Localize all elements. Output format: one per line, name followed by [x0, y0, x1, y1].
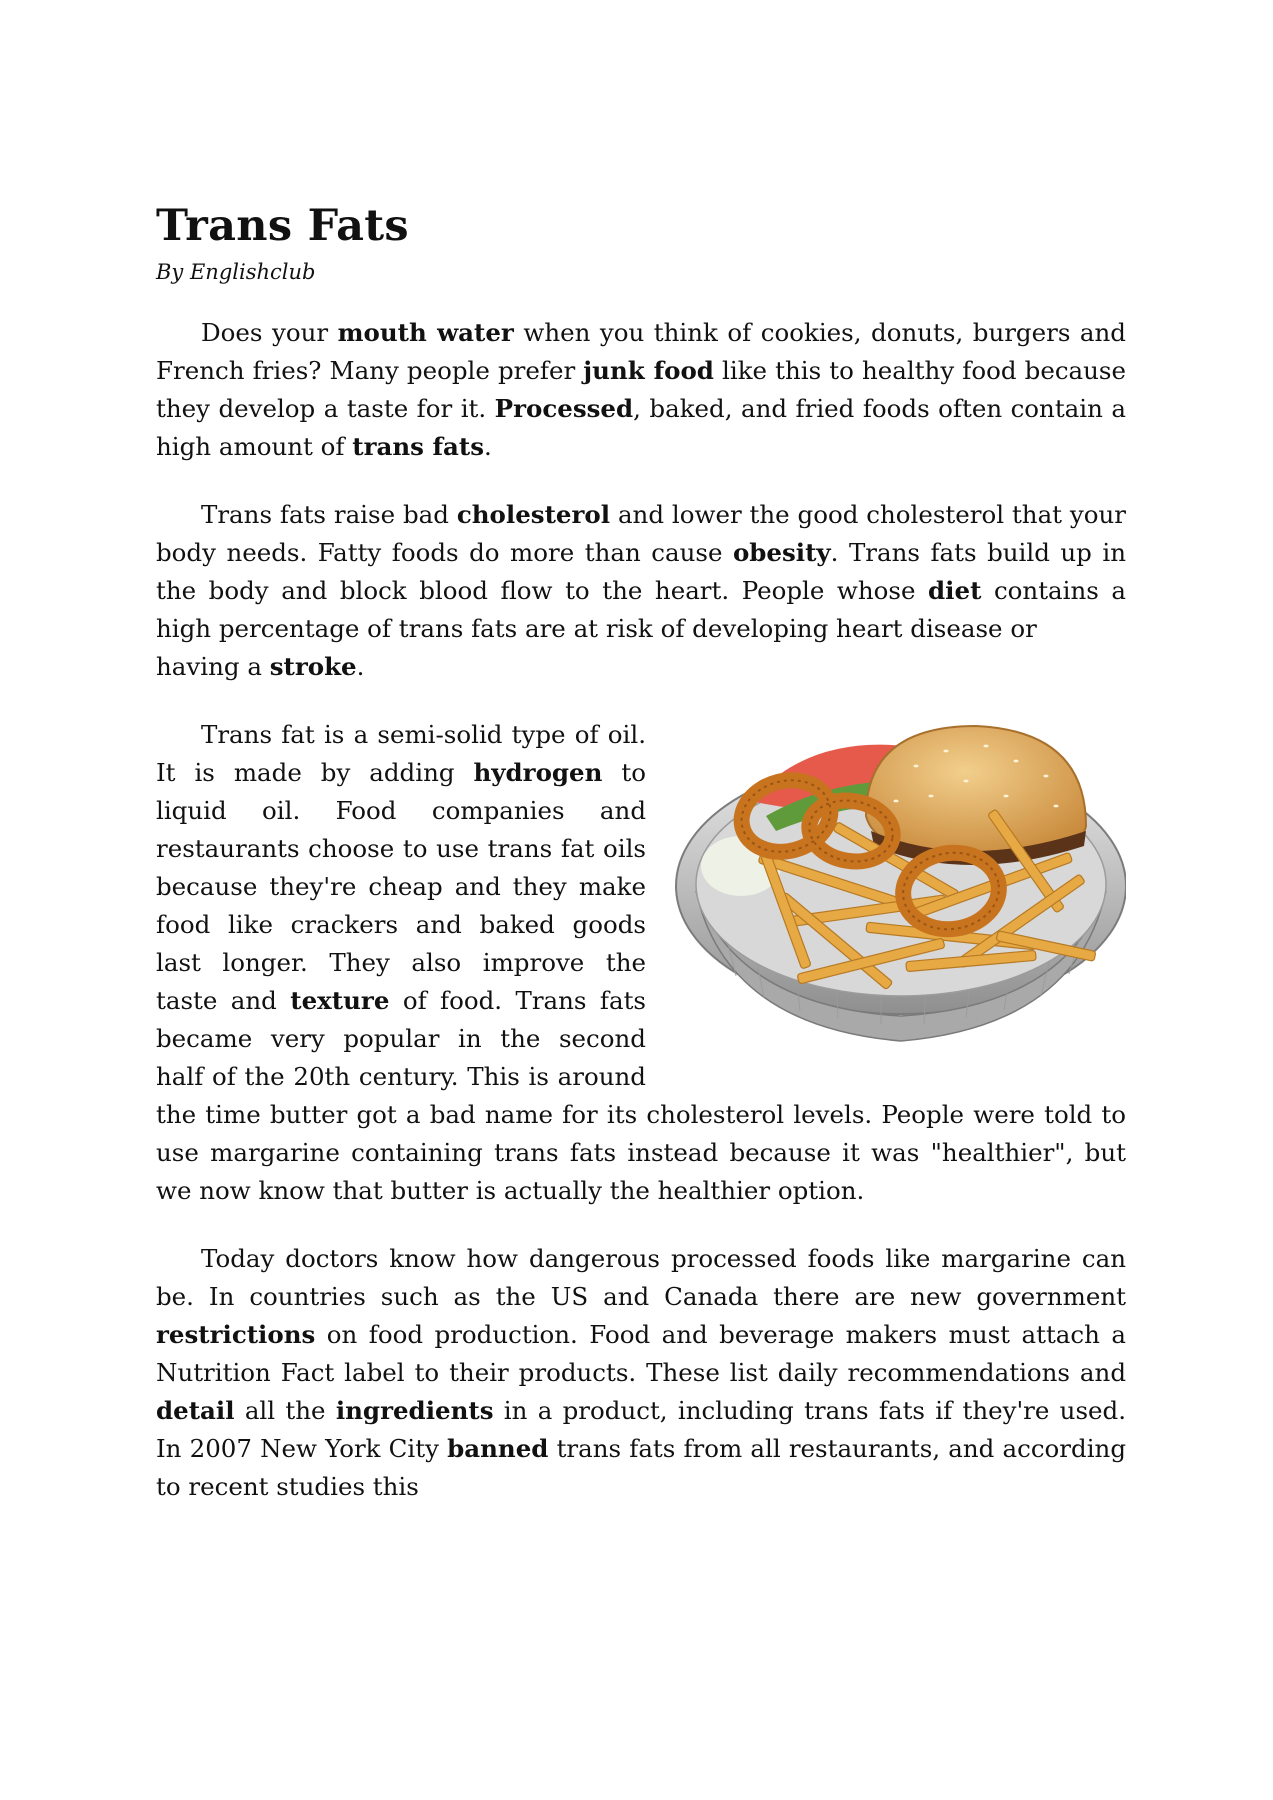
- paragraph-2: Trans fats raise bad cholesterol and lower the good cholesterol that your body needs. Fatty foods do more than cause obesity. Trans fats build up in the body and block blood flow to the heart. People whose diet contains a high percentage of trans fats are at risk of developing heart disease or: [156, 500, 1126, 643]
- document-page: [156, 200, 1126, 1506]
- junk-food-tray-icon: [666, 706, 1126, 1086]
- vocab-junk-food: junk food: [583, 356, 714, 385]
- vocab-trans-fats: trans fats: [352, 432, 485, 461]
- paragraph-1: Does your mouth water when you think of cookies, donuts, burgers and French fries? Many people prefer junk food like this to healthy food because they develop a taste for it. Processed, baked, and fried foods often contain a high amount of trans fats.: [156, 318, 1126, 461]
- vocab-cholesterol: cholesterol: [456, 500, 611, 529]
- vocab-hydrogen: hydrogen: [473, 758, 603, 787]
- paragraph-3: Trans fat is a semi-solid type of oil. It is made by adding hydrogen to liquid oil. Food companies and restaurants choose to use trans fat oils because they're cheap and they make food like crackers and baked goods last longer. They also improve the taste and texture of food. Trans fats became very popular in the second half of the 20th century. This is around the time butter got a bad name for its cholesterol levels. People were told to use margarine containing trans fats instead because it was "healthier", but we now know that butter is actually the healthier option.: [156, 720, 1126, 1205]
- vocab-obesity: obesity: [732, 538, 831, 567]
- vocab-banned: banned: [447, 1434, 549, 1463]
- paragraph-3-block: [156, 716, 1126, 1210]
- vocab-diet: diet: [928, 576, 982, 605]
- article-title: Trans Fats: [156, 201, 409, 251]
- vocab-mouth-water: mouth water: [337, 318, 514, 347]
- vocab-stroke: stroke: [269, 652, 357, 681]
- vocab-ingredients: ingredients: [335, 1396, 494, 1425]
- vocab-texture: texture: [290, 986, 390, 1015]
- paragraph-2-continued: having a stroke.: [156, 652, 365, 681]
- paragraph-4: Today doctors know how dangerous processed foods like margarine can be. In countries such as the US and Canada there are new government restrictions on food production. Food and beverage makers must attach a Nutrition Fact label to their products. These list daily recommendations and detail all the ingredients in a product, including trans fats if they're used. In 2007 New York City banned trans fats from all restaurants, and according to recent studies this: [156, 1244, 1127, 1501]
- vocab-processed: Processed: [494, 394, 634, 423]
- vocab-detail: detail: [156, 1396, 235, 1425]
- vocab-restrictions: restrictions: [156, 1320, 316, 1349]
- junk-food-tray-image: [666, 706, 1126, 1086]
- article-byline: By Englishclub: [156, 260, 316, 284]
